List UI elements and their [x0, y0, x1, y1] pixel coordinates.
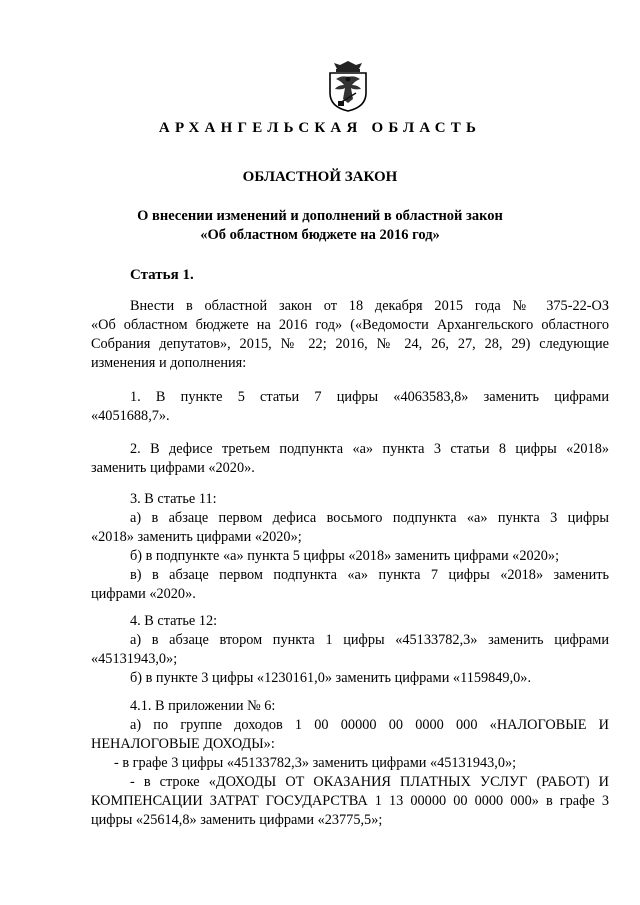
- arkhangelsk-coat-of-arms-icon: [326, 59, 370, 113]
- title-line: О внесении изменений и дополнений в областной закон: [137, 208, 503, 224]
- text-line: б) в пункте 3 цифры «1230161,0» заменить цифрами «1159849,0».: [130, 670, 532, 686]
- paragraph-item-4: [91, 612, 609, 688]
- text-line: а) в абзаце втором пункта 1 цифры «45133782,3» заменить цифрами: [130, 632, 609, 648]
- text-line: а) по группе доходов 1 00 00000 00 0000 000 «НАЛОГОВЫЕ И: [130, 717, 609, 733]
- document-title: [0, 207, 640, 245]
- text-line: «2018» заменить цифрами «2020»;: [91, 529, 302, 545]
- text-line: Собрания депутатов», 2015, № 22; 2016, № 24, 26, 27, 28, 29) следующие: [91, 336, 609, 352]
- title-line: «Об областном бюджете на 2016 год»: [200, 227, 440, 243]
- paragraph-item-1: [91, 388, 609, 426]
- text-line: - в строке «ДОХОДЫ ОТ ОКАЗАНИЯ ПЛАТНЫХ УСЛУГ (РАБОТ) И: [130, 774, 609, 790]
- text-line: б) в подпункте «а» пункта 5 цифры «2018» заменить цифрами «2020»;: [130, 548, 560, 564]
- text-line: НЕНАЛОГОВЫЕ ДОХОДЫ»:: [91, 736, 275, 752]
- article-heading: Статья 1.: [130, 267, 194, 283]
- text-line: 1. В пункте 5 статьи 7 цифры «4063583,8» заменить цифрами: [130, 389, 609, 405]
- document-type: ОБЛАСТНОЙ ЗАКОН: [242, 169, 398, 185]
- text-line: «45131943,0»;: [91, 651, 178, 667]
- text-line: а) в абзаце первом дефиса восьмого подпункта «а» пункта 3 цифры: [130, 510, 609, 526]
- paragraph-item-2: [91, 440, 609, 478]
- text-line: Внести в областной закон от 18 декабря 2015 года № 375-22-ОЗ: [130, 298, 609, 314]
- text-line: изменения и дополнения:: [91, 355, 247, 371]
- text-line: цифры «25614,8» заменить цифрами «23775,5»;: [91, 812, 383, 828]
- region-name: АРХАНГЕЛЬСКАЯ ОБЛАСТЬ: [158, 120, 482, 136]
- text-line: «Об областном бюджете на 2016 год» («Ведомости Архангельского областного: [91, 317, 609, 333]
- text-line: цифрами «2020».: [91, 586, 196, 602]
- text-line: 3. В статье 11:: [130, 491, 217, 507]
- text-line: 4.1. В приложении № 6:: [130, 698, 276, 714]
- text-line: 2. В дефисе третьем подпункта «а» пункта 3 статьи 8 цифры «2018»: [130, 441, 609, 457]
- text-line: КОМПЕНСАЦИИ ЗАТРАТ ГОСУДАРСТВА 1 13 00000 00 0000 000» в графе 3: [91, 793, 609, 809]
- paragraph-item-4-1: [91, 697, 609, 830]
- text-line: 4. В статье 12:: [130, 613, 218, 629]
- text-line: «4051688,7».: [91, 408, 170, 424]
- text-line: - в графе 3 цифры «45133782,3» заменить цифрами «45131943,0»;: [114, 755, 517, 771]
- text-line: заменить цифрами «2020».: [91, 460, 255, 476]
- paragraph-intro: [91, 297, 609, 373]
- paragraph-item-3: [91, 490, 609, 604]
- text-line: в) в абзаце первом подпункта «а» пункта 7 цифры «2018» заменить: [130, 567, 609, 583]
